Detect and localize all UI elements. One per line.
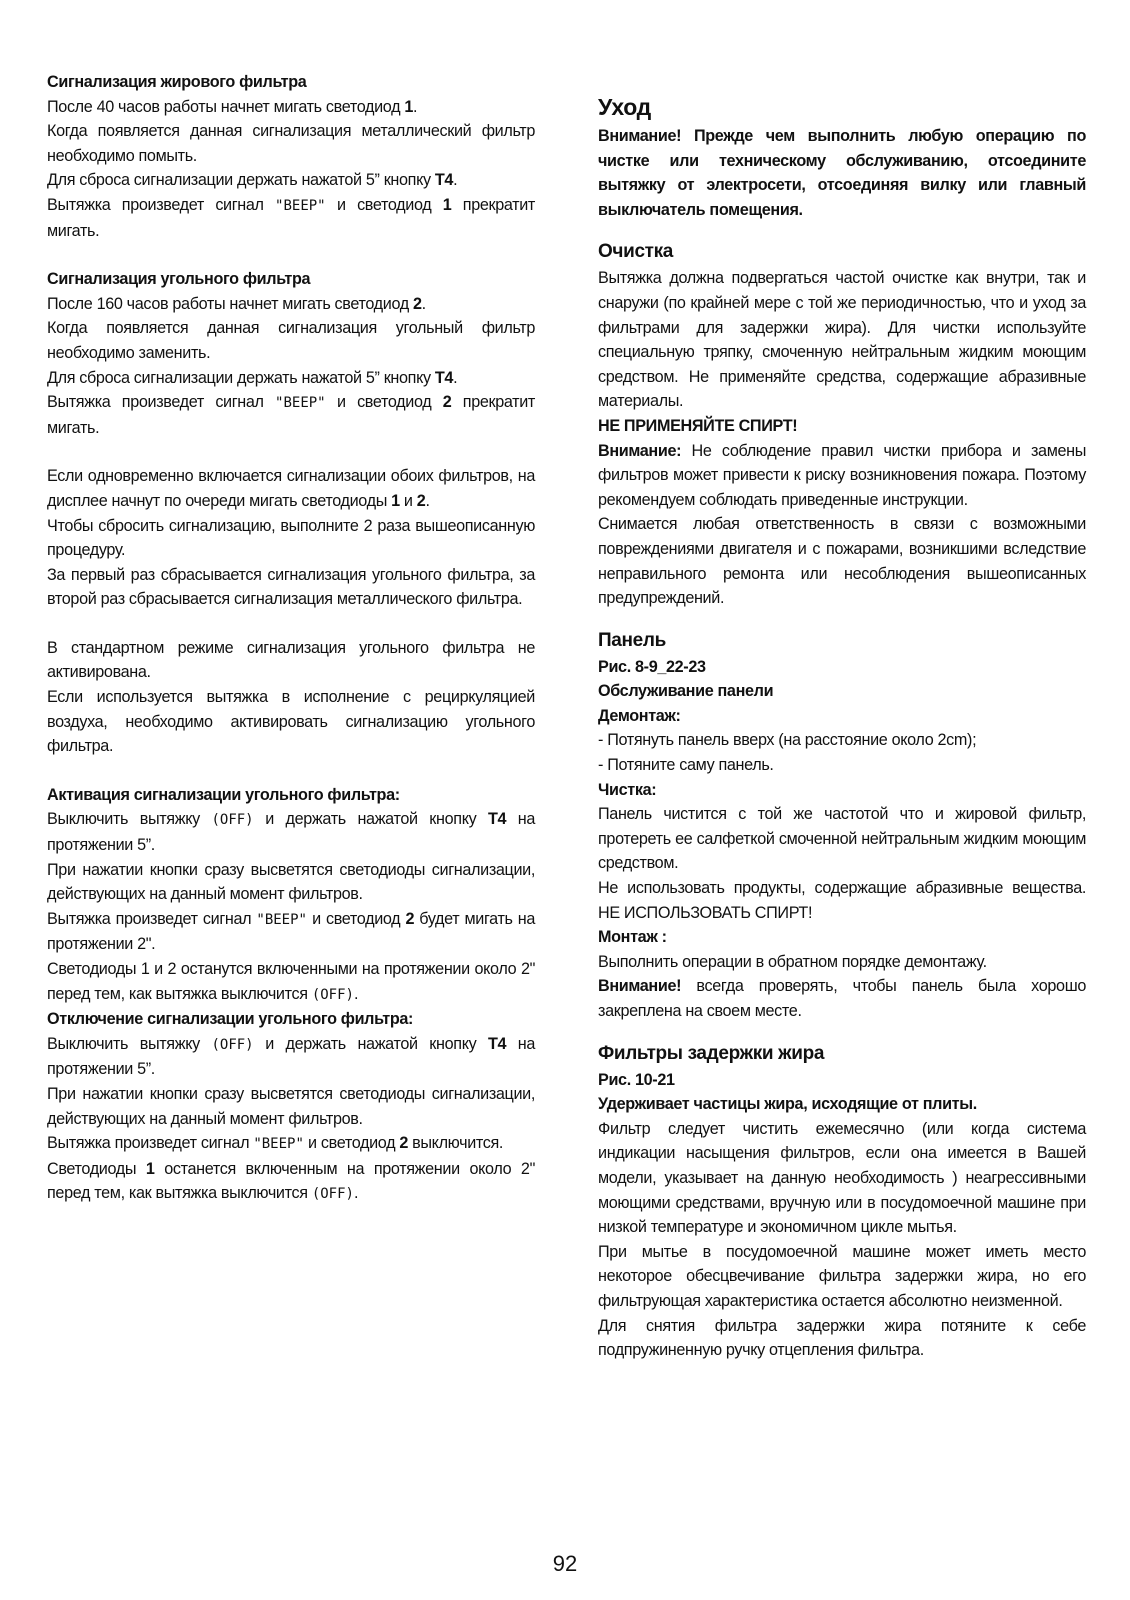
right-column bbox=[598, 70, 1086, 1363]
paragraph: Панель чистится с той же частотой что и жировой фильтр, протереть ее салфеткой смоченной нейтральным жидким моющим средством. bbox=[598, 805, 1086, 873]
care-heading: Уход bbox=[598, 94, 651, 120]
filters-subheading: Удерживает частицы жира, исходящие от плиты. bbox=[598, 1095, 977, 1114]
activation-heading: Активация сигнализации угольного фильтра: bbox=[47, 785, 400, 804]
paragraph: Вытяжка должна подвергаться частой очистке как внутри, так и снаружи (по крайней мере с той же периодичностью, что и уход за фильтрами для задержки жира). Для чистки используйте специальную тряпку, смоченную нейтральным жидким моющим средством. Не применяйте средства, содержащие абразивные материалы. bbox=[598, 269, 1086, 411]
paragraph: Для сброса сигнализации держать нажатой 5” кнопку T4. bbox=[47, 171, 458, 190]
spacer bbox=[47, 440, 535, 464]
paragraph: Когда появляется данная сигнализация металлический фильтр необходимо помыть. bbox=[47, 122, 535, 165]
paragraph: За первый раз сбрасывается сигнализация угольного фильтра, за второй раз сбрасывается сигнализация металлического фильтра. bbox=[47, 565, 535, 609]
paragraph: Снимается любая ответственность в связи с возможными повреждениями двигателя и с пожарами, возникшими вследствие неправильного ремонта или несоблюдения вышеописанных предупреждений. bbox=[598, 515, 1086, 608]
list-item: - Потянуть панель вверх (на расстояние около 2cm); bbox=[598, 731, 977, 750]
paragraph: Для снятия фильтра задержки жира потяните к себе подпружиненную ручку отцепления фильтра. bbox=[598, 1316, 1086, 1360]
spacer bbox=[47, 759, 535, 783]
paragraph: Выключить вытяжку (OFF) и держать нажатой кнопку T4 на протяжении 5”. bbox=[47, 1034, 536, 1079]
paragraph: Если одновременно включается сигнализации обоих фильтров, на дисплее начнут по очереди мигать светодиоды 1 и 2. bbox=[47, 467, 535, 510]
removal-heading: Демонтаж: bbox=[598, 706, 681, 725]
page-number: 92 bbox=[552, 1551, 578, 1576]
paragraph: Не использовать продукты, содержащие абразивные вещества. НЕ ИСПОЛЬЗОВАТЬ СПИРТ! bbox=[598, 879, 1086, 922]
no-alcohol-warning: НЕ ПРИМЕНЯЙТЕ СПИРТ! bbox=[598, 416, 798, 435]
grease-filters-heading: Фильтры задержки жира bbox=[598, 1042, 825, 1064]
figure-reference: Рис. 8-9_22-23 bbox=[598, 657, 706, 676]
paragraph: При нажатии кнопки сразу высветятся светодиоды сигнализации, действующих на данный момент фильтров. bbox=[47, 1084, 535, 1128]
paragraph: В стандартном режиме сигнализация угольного фильтра не активирована. bbox=[47, 638, 535, 682]
list-item: - Потяните саму панель. bbox=[598, 756, 774, 775]
paragraph: Вытяжка произведет сигнал "BEEP" и светодиод 2 прекратит мигать. bbox=[47, 393, 535, 437]
paragraph: После 160 часов работы начнет мигать светодиод 2. bbox=[47, 294, 426, 313]
paragraph: Когда появляется данная сигнализация угольный фильтр необходимо заменить. bbox=[47, 319, 535, 362]
spacer bbox=[47, 612, 535, 636]
panel-cleaning-heading: Чистка: bbox=[598, 780, 657, 799]
cleaning-heading: Очистка bbox=[598, 241, 673, 263]
figure-reference: Рис. 10-21 bbox=[598, 1070, 675, 1089]
grease-alarm-heading: Сигнализация жирового фильтра bbox=[47, 73, 307, 91]
paragraph: Вытяжка произведет сигнал "BEEP" и светодиод 2 будет мигать на протяжении 2". bbox=[47, 909, 536, 954]
paragraph: Чтобы сбросить сигнализацию, выполните 2 раза вышеописанную процедуру. bbox=[47, 516, 535, 560]
paragraph: При нажатии кнопки сразу высветятся светодиоды сигнализации, действующих на данный момент фильтров. bbox=[47, 860, 535, 904]
paragraph: Внимание! всегда проверять, чтобы панель была хорошо закреплена на своем месте. bbox=[598, 977, 1086, 1020]
deactivation-heading: Отключение сигнализации угольного фильтра: bbox=[47, 1010, 414, 1029]
mounting-heading: Монтаж : bbox=[598, 928, 667, 947]
paragraph: Вытяжка произведет сигнал "BEEP" и светодиод 2 выключится. bbox=[47, 1134, 504, 1153]
paragraph: Светодиоды 1 останется включенным на протяжении около 2" перед тем, как вытяжка выключится (OFF). bbox=[47, 1159, 535, 1203]
paragraph: Выключить вытяжку (OFF) и держать нажатой кнопку T4 на протяжении 5”. bbox=[47, 810, 536, 855]
carbon-alarm-heading: Сигнализация угольного фильтра bbox=[47, 270, 311, 289]
paragraph: После 40 часов работы начнет мигать светодиод 1. bbox=[47, 97, 418, 116]
paragraph: Внимание: Не соблюдение правил чистки прибора и замены фильтров может привести к риску возникновения пожара. Поэтому рекомендуем соблюдать приведенные инструкции. bbox=[598, 441, 1086, 509]
spacer bbox=[47, 243, 535, 267]
paragraph: Светодиоды 1 и 2 останутся включенными на протяжении около 2" перед тем, как вытяжка выключится (OFF). bbox=[47, 960, 535, 1003]
panel-heading: Панель bbox=[598, 629, 666, 651]
panel-service-heading: Обслуживание панели bbox=[598, 682, 774, 701]
paragraph: Если используется вытяжка в исполнение с рециркуляцией воздуха, необходимо активировать сигнализацию угольного фильтра. bbox=[47, 688, 535, 756]
paragraph: Вытяжка произведет сигнал "BEEP" и светодиод 1 прекратит мигать. bbox=[47, 195, 535, 240]
paragraph: Выполнить операции в обратном порядке демонтажу. bbox=[598, 952, 987, 971]
safety-warning: Внимание! Прежде чем выполнить любую операцию по чистке или техническому обслуживанию, отсоедините вытяжку от электросети, отсоединяя вилку или главный выключатель помещения. bbox=[598, 127, 1086, 219]
paragraph: Для сброса сигнализации держать нажатой 5” кнопку T4. bbox=[47, 368, 458, 387]
paragraph: Фильтр следует чистить ежемесячно (или когда система индикации насыщения фильтров, если она имеется в Вашей модели, указывает на данную необходимость ) неагрессивными моющими средствами, вручную или в посудомоечной машине при низкой температуре и экономичном цикле мытья. bbox=[598, 1119, 1086, 1237]
left-column bbox=[47, 70, 535, 1207]
paragraph: При мытье в посудомоечной машине может иметь место некоторое обесцвечивание фильтра задержки жира, но его фильтрующая характеристика остается абсолютно неизменной. bbox=[598, 1242, 1086, 1310]
